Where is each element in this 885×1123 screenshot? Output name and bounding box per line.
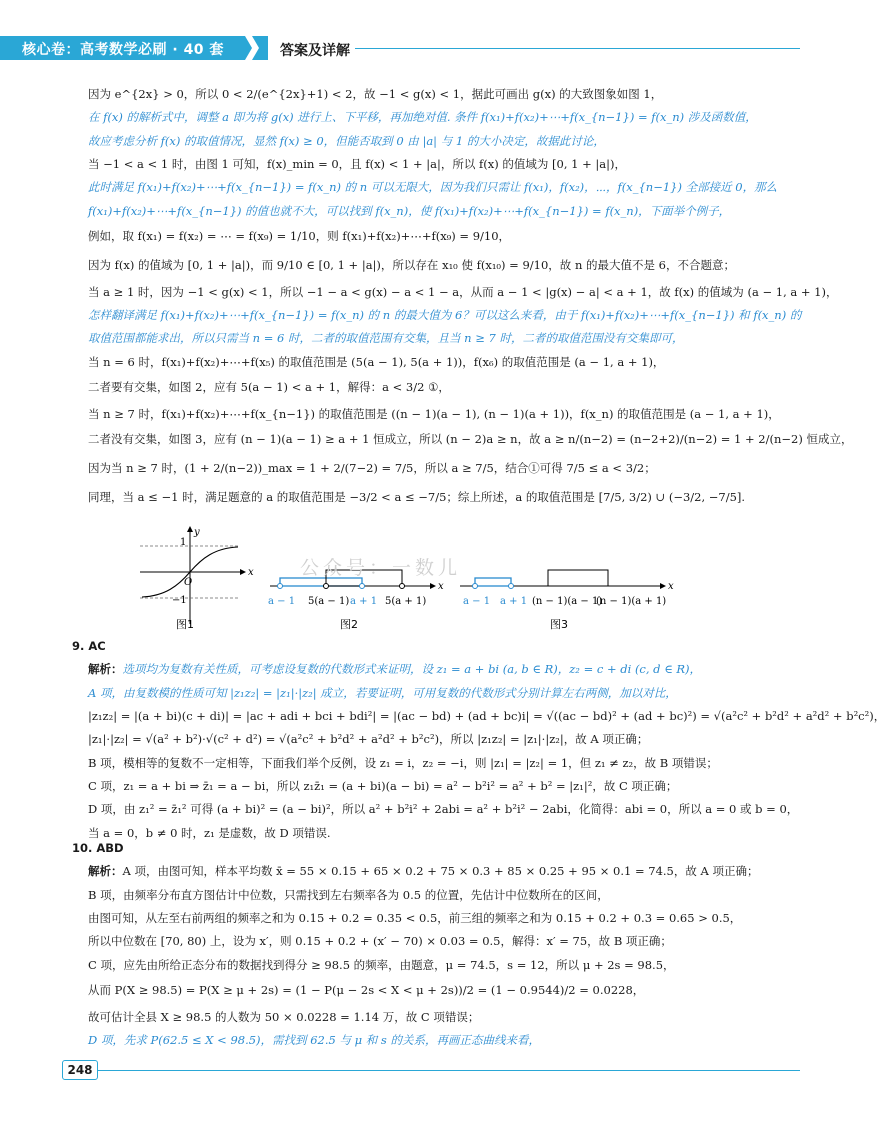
page-number: 248	[62, 1060, 98, 1080]
text-line: 因为 f(x) 的值域为 [0, 1 + |a|)，而 9/10 ∈ [0, 1 + |a|)，所以存在 x₁₀ 使 f(x₁₀) = 9/10，故 n 的最大值不是 6，不合题意；	[88, 257, 735, 272]
text-line: 因为 e^{2x} > 0，所以 0 < 2/(e^{2x}+1) < 2，故 −1 < g(x) < 1，据此可画出 g(x) 的大致图象如图 1，	[88, 87, 663, 101]
fig3-tick: (n − 1)(a − 1)	[532, 596, 603, 607]
section-title: 答案及详解	[280, 43, 350, 59]
text-line: 二者没有交集，如图 3，应有 (n − 1)(a − 1) ≥ a + 1 恒成立，所以 (n − 2)a ≥ n，故 a ≥ n/(n−2) = (n−2+2)/(n−2) = 1 + 2/(n−2) 恒成立，	[88, 432, 853, 447]
text-line: B 项，由频率分布直方图估计中位数，只需找到左右频率各为 0.5 的位置，先估计中位数所在的区间，	[88, 887, 609, 902]
text-line: 当 n = 6 时，f(x₁)+f(x₂)+⋯+f(x₅) 的取值范围是 (5(a − 1), 5(a + 1))，f(x₆) 的取值范围是 (a − 1, a + 1)，	[88, 354, 665, 369]
note-line: 在 f(x) 的解析式中，调整 a 即为将 g(x) 进行上、下平移，再加绝对值. 条件 f(x₁)+f(x₂)+⋯+f(x_{n−1}) = f(x_n) 涉及函数值，	[88, 110, 757, 125]
figure-3	[460, 570, 674, 631]
question-number: 10. ABD	[72, 841, 124, 855]
fig3-x-label: x	[668, 581, 674, 592]
text-line: |z₁|·|z₂| = √(a² + b²)·√(c² + d²) = √(a²c² + b²d² + a²d² + b²c²)，所以 |z₁z₂| = |z₁|·|z₂|，故 A 项正确；	[88, 732, 649, 747]
text-line: 当 a ≥ 1 时，因为 −1 < g(x) < 1，所以 −1 − a < g(x) − a < 1 − a，从而 a − 1 < |g(x) − a| < a + 1，故 f(x) 的值域为 (a − 1, a + 1)，	[88, 284, 838, 299]
header-rule	[355, 48, 800, 49]
footer-rule	[98, 1070, 800, 1071]
fig3-tick: (n − 1)(a + 1)	[596, 596, 667, 607]
fig2-tick: a + 1	[350, 596, 378, 607]
intro-lines	[88, 86, 853, 509]
text-line: 因为当 n ≥ 7 时，(1 + 2/(n−2))_max = 1 + 2/(7−2) = 7/5，所以 a ≥ 7/5，结合①可得 7/5 ≤ a < 3/2；	[88, 460, 656, 475]
fig1-x-label: x	[248, 567, 254, 578]
question-10	[72, 840, 759, 1055]
note-line: 故应考虑分析 f(x) 的取值情况，显然 f(x) ≥ 0，但能否取到 0 由 |a| 与 1 的大小决定，故据此讨论，	[88, 133, 605, 148]
fig1-tick-bottom: −1	[172, 595, 187, 606]
question-number: 9. AC	[72, 639, 106, 653]
text-line: 当 n ≥ 7 时，f(x₁)+f(x₂)+⋯+f(x_{n−1}) 的取值范围是 ((n − 1)(a − 1), (n − 1)(a + 1))，f(x_n) 的取值范围是 (a − 1, a + 1)，	[88, 406, 780, 421]
text-line: C 项，应先由所给正态分布的数据找到得分 ≥ 98.5 的频率，由题意，μ = 74.5，s = 12，所以 μ + 2s = 98.5，	[88, 957, 675, 972]
fig2-x-label: x	[438, 581, 444, 592]
watermark: 公众号：一数儿	[300, 557, 462, 579]
figure-1	[140, 526, 254, 631]
text-line: 例如，取 f(x₁) = f(x₂) = ⋯ = f(x₉) = 1/10，则 f(x₁)+f(x₂)+⋯+f(x₉) = 9/10，	[88, 228, 511, 243]
note-line: 取值范围都能求出，所以只需当 n = 6 时，二者的取值范围有交集，且当 n ≥ 7 时，二者的取值范围没有交集即可，	[88, 331, 684, 346]
analysis-label: 解析：	[88, 864, 123, 879]
note-line: 怎样翻译满足 f(x₁)+f(x₂)+⋯+f(x_{n−1}) = f(x_n) 的 n 的最大值为 6？可以这么来看，由于 f(x₁)+f(x₂)+⋯+f(x_{n−1}) 和 f(x_n) 的	[88, 307, 802, 322]
text-line: 当 −1 < a < 1 时，由图 1 可知，f(x)_min = 0，且 f(x) < 1 + |a|，所以 f(x) 的值域为 [0, 1 + |a|)，	[88, 156, 627, 171]
text-line	[88, 661, 728, 677]
fig1-origin: O	[184, 577, 193, 588]
book-title: 核心卷：高考数学必刷 · 40 套	[22, 42, 224, 58]
text-line: D 项，由 z₁² = z̄₁² 可得 (a + bi)² = (a − bi)²，所以 a² + b²i² + 2abi = a² + b²i² − 2abi，化简得：abi = 0，所以 a = 0 或 b = 0，	[88, 802, 799, 817]
fig1-tick-top: 1	[180, 537, 187, 548]
text-line: 由图可知，从左至右前两组的频率之和为 0.15 + 0.2 = 0.35 < 0.5，前三组的频率之和为 0.15 + 0.2 + 0.3 = 0.65 > 0.5，	[88, 910, 742, 925]
text-line: B 项，模相等的复数不一定相等，下面我们举个反例，设 z₁ = i，z₂ = −i，则 |z₁| = |z₂| = 1，但 z₁ ≠ z₂，故 B 项错误；	[88, 755, 718, 770]
note-line: D 项，先求 P(62.5 ≤ X < 98.5)，需找到 62.5 与 μ 和 s 的关系，再画正态曲线来看，	[88, 1033, 540, 1048]
line-text: A 项，由图可知，样本平均数 x̄ = 55 × 0.15 + 65 × 0.2 + 75 × 0.3 + 85 × 0.25 + 95 × 0.1 = 74.5，故 A 项正确；	[122, 864, 759, 879]
text-line	[88, 863, 759, 879]
text-line: 当 a = 0，b ≠ 0 时，z₁ 是虚数，故 D 项错误.	[88, 825, 331, 840]
fig1-y-label: y	[194, 527, 200, 538]
slash-decoration-icon	[243, 36, 269, 60]
note-text: 选项均为复数有关性质，可考虑设复数的代数形式来证明，设 z₁ = a + bi (a, b ∈ R)，z₂ = c + di (c, d ∈ R)，	[122, 662, 702, 677]
text-line: 故可估计全县 X ≥ 98.5 的人数为 50 × 0.0228 = 1.14 万，故 C 项错误；	[88, 1009, 480, 1024]
note-line: A 项，由复数模的性质可知 |z₁z₂| = |z₁|·|z₂| 成立，若要证明，可用复数的代数形式分别计算左右两侧，加以对比，	[88, 685, 677, 700]
analysis-label: 解析：	[88, 662, 123, 677]
fig3-tick: a + 1	[500, 596, 528, 607]
fig1-caption: 图1	[176, 618, 194, 631]
note-line: f(x₁)+f(x₂)+⋯+f(x_{n−1}) 的值也就不大，可以找到 f(x_n)，使 f(x₁)+f(x₂)+⋯+f(x_{n−1}) = f(x_n)，下面举个例子，	[88, 203, 731, 218]
text-line: 二者要有交集，如图 2，应有 5(a − 1) < a + 1，解得：a < 3/2 ①，	[88, 379, 450, 394]
fig2-tick: 5(a + 1)	[385, 596, 427, 607]
text-line: 同理，当 a ≤ −1 时，满足题意的 a 的取值范围是 −3/2 < a ≤ −7/5；综上所述，a 的取值范围是 [7/5, 3/2) ∪ (−3/2, −7/5].	[88, 489, 746, 504]
fig2-tick: a − 1	[268, 596, 296, 607]
text-line: |z₁z₂| = |(a + bi)(c + di)| = |ac + adi + bci + bdi²| = |(ac − bd) + (ad + bc)i| = √((ac − bd)² + (ad + bc)²) = √(a²c² + b²d² + a²d² + b²c²)，	[88, 708, 885, 723]
fig2-tick: 5(a − 1)	[308, 596, 350, 607]
solution-body	[88, 86, 853, 516]
text-line: C 项，z₁ = a + bi ⇒ z̄₁ = a − bi，所以 z₁z̄₁ = (a + bi)(a − bi) = a² − b²i² = a² + b² = |z₁|²，故 C 项正确；	[88, 778, 678, 793]
fig2-caption: 图2	[340, 618, 358, 631]
fig3-caption: 图3	[550, 618, 568, 631]
note-line: 此时满足 f(x₁)+f(x₂)+⋯+f(x_{n−1}) = f(x_n) 的 n 可以无限大，因为我们只需让 f(x₁)，f(x₂)，⋯，f(x_{n−1}) 全部接近 0，那么	[88, 180, 778, 195]
text-line: 从而 P(X ≥ 98.5) = P(X ≥ μ + 2s) = (1 − P(μ − 2s < X < μ + 2s))/2 = (1 − 0.9544)/2 = 0.0228，	[88, 982, 645, 997]
fig3-tick: a − 1	[463, 596, 491, 607]
text-line: 所以中位数在 [70, 80) 上，设为 x′，则 0.15 + 0.2 + (x′ − 70) × 0.03 = 0.5，解得：x′ = 75，故 B 项正确；	[88, 934, 672, 949]
